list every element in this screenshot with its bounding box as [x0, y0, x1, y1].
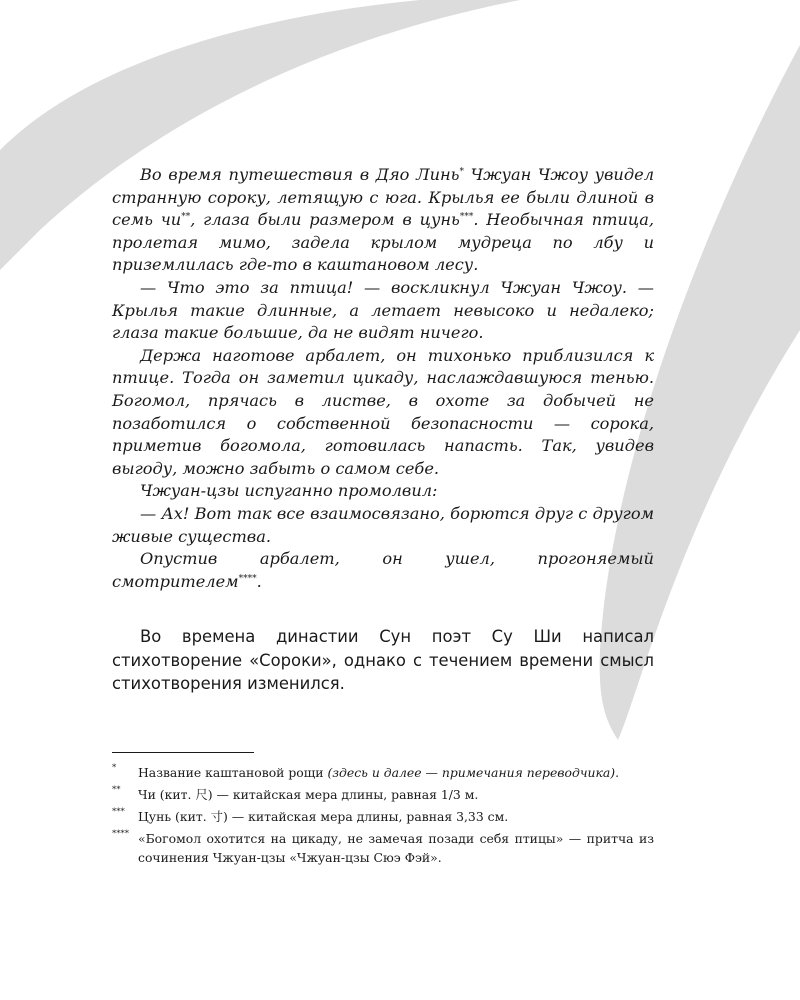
story-paragraph-5: — Ах! Вот так все взаимосвязано, борются друг с другом живые существа.	[112, 503, 654, 546]
story-text: Во время путешествия в Дяо Линь	[140, 165, 460, 184]
story-text: , глаза были размером в цунь	[190, 210, 460, 230]
story-paragraph-3: Держа наготове арбалет, он тихонько приблизился к птице. Тогда он заметил цикаду, наслаждавшуюся тенью. Богомол, прячась в листве, в охоте за добычей не позаботился о собственной безопасности — сорока, приметив богомола, готовилась напасть. Так, увидев выгоду, можно забыть о самом себе.	[112, 345, 654, 478]
footnote-text: Цунь (кит. 寸) — китайская мера длины, равная 3,33 см.	[138, 808, 509, 824]
story-paragraph-1	[112, 164, 654, 277]
footnote-mark: ****	[112, 828, 129, 839]
footnotes	[112, 763, 654, 867]
main-paragraph: Во времена династии Сун поэт Су Ши написал стихотворение «Сороки», однако с течением времени смысл стихотворения изменился.	[112, 627, 654, 694]
story-text: . Необычная птица, пролетая мимо, задела крылом мудреца по лбу и приземлилась где-то в каштановом лесу.	[112, 210, 654, 275]
footnote-italic-text: (здесь и далее — примечания переводчика)	[327, 764, 616, 780]
story-text: .	[256, 571, 262, 591]
footnote-ref-2[interactable]: **	[181, 212, 191, 223]
footnote-1	[112, 763, 654, 782]
story-text: Чжуан Чжоу увидел странную сороку, летящую с юга. Крылья ее были длиной в семь чи	[112, 165, 654, 230]
footnote-text: .	[615, 764, 620, 780]
story-paragraph-4: Чжуан-цзы испуганно промолвил:	[140, 481, 438, 501]
story-text: Опустив арбалет, он ушел, прогоняемый смотрителем	[112, 549, 654, 591]
footnote-4	[112, 829, 654, 867]
footnote-2	[112, 785, 654, 804]
footnote-ref-3[interactable]: ***	[459, 212, 474, 223]
footnote-divider	[112, 752, 254, 753]
footnote-mark: ***	[112, 806, 125, 817]
footnote-mark: *	[112, 762, 117, 773]
footnote-mark: **	[112, 784, 121, 795]
story-paragraph-6	[112, 548, 654, 593]
book-page	[112, 164, 654, 870]
footnote-text: Чи (кит. 尺) — китайская мера длины, равная 1/3 м.	[138, 786, 479, 802]
footnote-3	[112, 807, 654, 826]
footnote-text: Название каштановой рощи	[138, 764, 324, 780]
story-paragraph-2: — Что это за птица! — воскликнул Чжуан Чжоу. — Крылья такие длинные, а летает невысоко и недалеко; глаза такие большие, да не видят ничего.	[112, 277, 654, 343]
footnote-ref-1[interactable]: *	[459, 167, 464, 177]
story-section	[112, 164, 654, 593]
footnote-ref-4[interactable]: ****	[238, 573, 257, 584]
footnote-text: «Богомол охотится на цикаду, не замечая позади себя птицы» — притча из сочинения Чжуан-цзы «Чжуан-цзы Сюэ Фэй».	[138, 830, 654, 865]
